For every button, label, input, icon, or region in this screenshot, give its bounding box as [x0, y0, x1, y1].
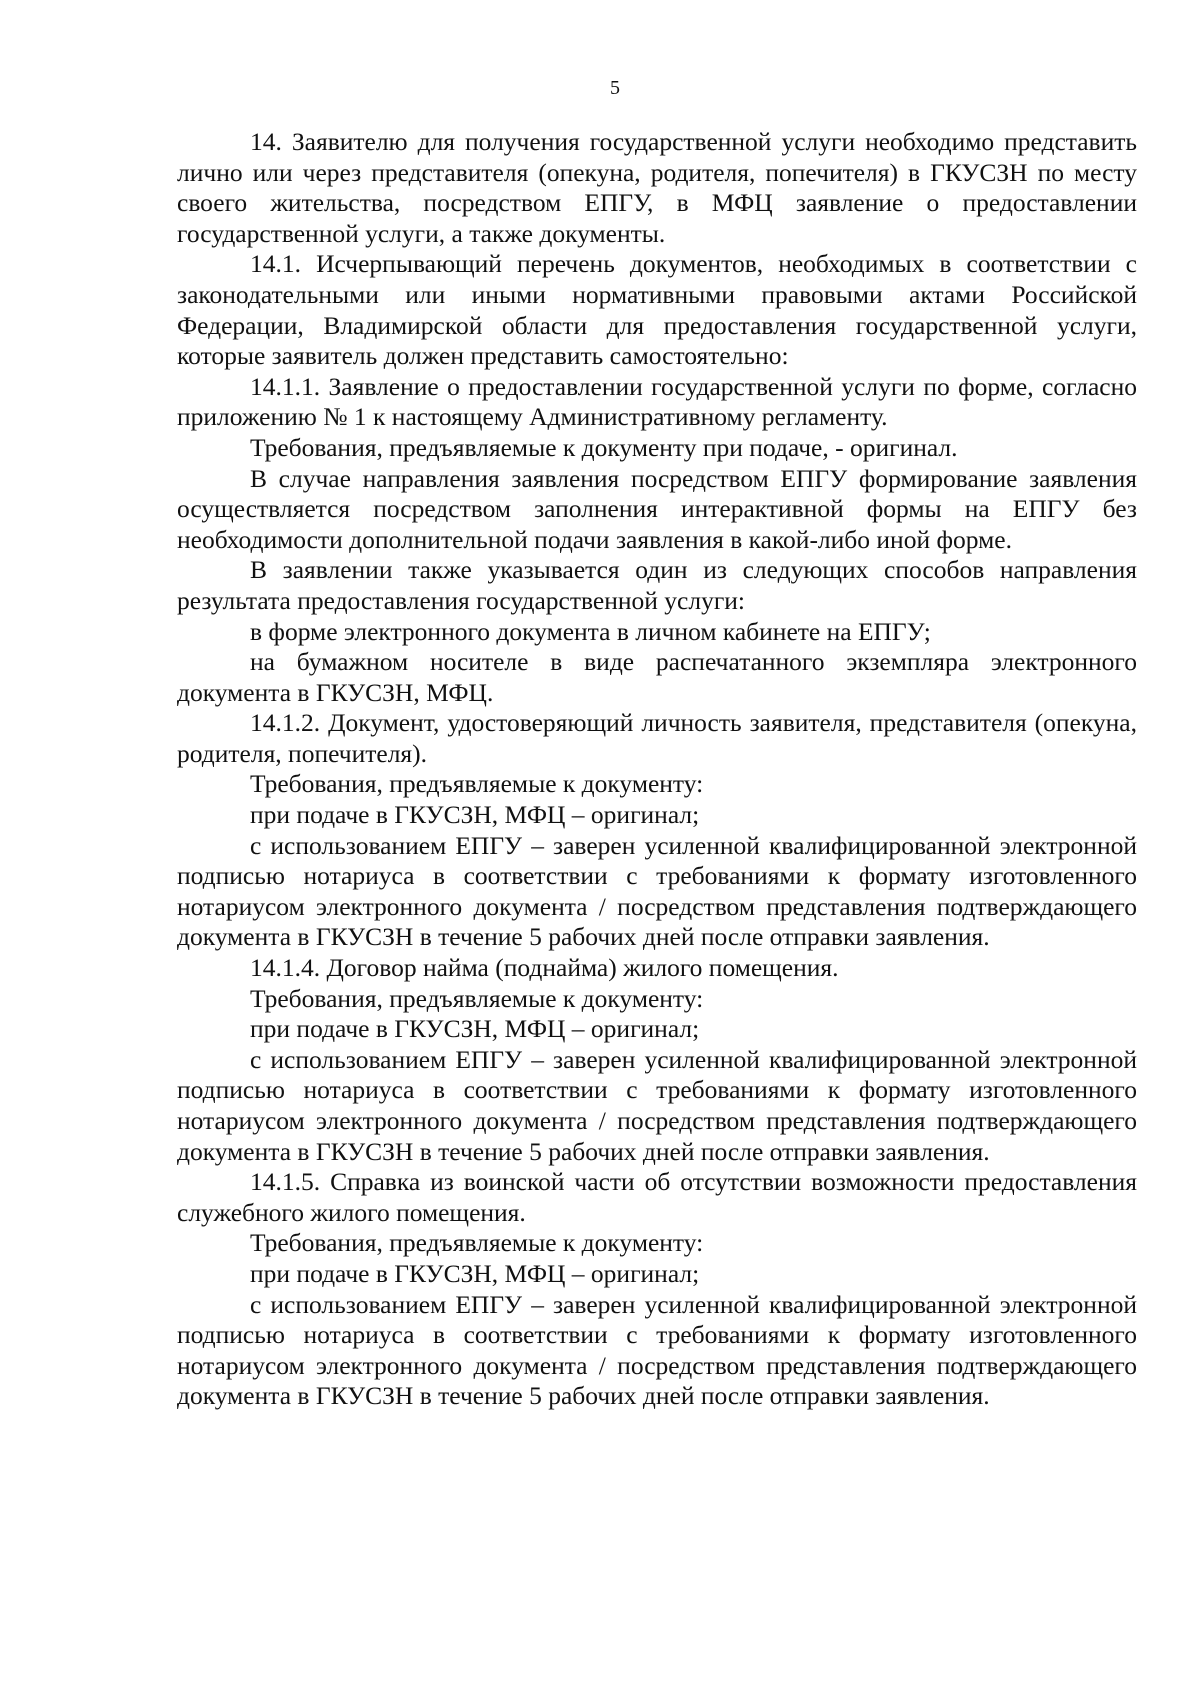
paragraph-14: 14. Заявителю для получения государственной услуги необходимо представить лично или через представителя (опекуна, родителя, попечителя) в ГКУСЗН по месту своего жительства, посредством ЕПГУ, в МФЦ заявление о предоставлении государственной услуги, а также документы. [177, 127, 1137, 248]
requirements-heading: Требования, предъявляемые к документу: [250, 769, 704, 799]
epgu-requirement: с использованием ЕПГУ – заверен усиленной квалифицированной электронной подписью нотариуса в соответствии с требованиями к формату изготовленного нотариусом электронного документа / посредством представления подтверждающего документа в ГКУСЗН в течение 5 рабочих дней после отправки заявления. [177, 1289, 1137, 1411]
in-person-requirement: при подаче в ГКУСЗН, МФЦ – оригинал; [250, 1014, 700, 1044]
page-number: 5 [610, 77, 620, 99]
document-body [177, 127, 1137, 1412]
requirements-heading: Требования, предъявляемые к документу: [250, 983, 704, 1013]
in-person-requirement: при подаче в ГКУСЗН, МФЦ – оригинал; [250, 800, 700, 830]
paragraph-14-1-5: 14.1.5. Справка из воинской части об отсутствии возможности предоставления служебного жилого помещения. [177, 1167, 1137, 1227]
epgu-application-paragraph: В случае направления заявления посредством ЕПГУ формирование заявления осуществляется посредством заполнения интерактивной формы на ЕПГУ без необходимости дополнительной подачи заявления в какой-либо иной форме. [177, 463, 1137, 554]
result-delivery-paragraph: В заявлении также указывается один из следующих способов направления результата предоставления государственной услуги: [177, 555, 1137, 615]
paragraph-14-1-4: 14.1.4. Договор найма (поднайма) жилого помещения. [250, 953, 839, 983]
paragraph-14-1-2: 14.1.2. Документ, удостоверяющий личность заявителя, представителя (опекуна, родителя, попечителя). [177, 708, 1137, 768]
in-person-requirement: при подаче в ГКУСЗН, МФЦ – оригинал; [250, 1258, 700, 1288]
requirements-paragraph: Требования, предъявляемые к документу при подаче, - оригинал. [250, 432, 958, 462]
paragraph-14-1: 14.1. Исчерпывающий перечень документов, необходимых в соответствии с законодательными или иными нормативными правовыми актами Российской Федерации, Владимирской области для предоставления государственной услуги, которые заявитель должен представить самостоятельно: [177, 249, 1137, 371]
epgu-requirement: с использованием ЕПГУ – заверен усиленной квалифицированной электронной подписью нотариуса в соответствии с требованиями к формату изготовленного нотариусом электронного документа / посредством представления подтверждающего документа в ГКУСЗН в течение 5 рабочих дней после отправки заявления. [177, 830, 1137, 952]
epgu-requirement: с использованием ЕПГУ – заверен усиленной квалифицированной электронной подписью нотариуса в соответствии с требованиями к формату изготовленного нотариусом электронного документа / посредством представления подтверждающего документа в ГКУСЗН в течение 5 рабочих дней после отправки заявления. [177, 1044, 1137, 1166]
paragraph-14-1-1: 14.1.1. Заявление о предоставлении государственной услуги по форме, согласно приложению № 1 к настоящему Административному регламенту. [177, 371, 1137, 432]
paper-document-option: на бумажном носителе в виде распечатанного экземпляра электронного документа в ГКУСЗН, МФЦ. [177, 647, 1137, 707]
electronic-document-option: в форме электронного документа в личном кабинете на ЕПГУ; [250, 616, 931, 646]
requirements-heading: Требования, предъявляемые к документу: [250, 1228, 704, 1258]
